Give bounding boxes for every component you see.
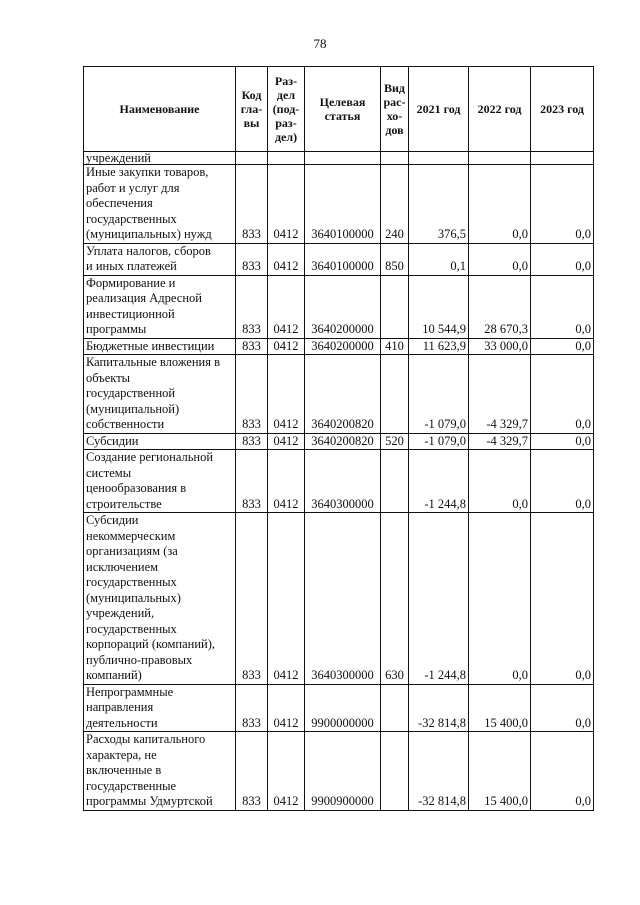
row-chapter [236, 152, 268, 165]
row-2023: 0,0 [531, 513, 594, 685]
row-chapter: 833 [236, 355, 268, 434]
row-2022: -4 329,7 [469, 433, 531, 450]
row-section: 0412 [268, 338, 305, 355]
row-2021: -1 244,8 [409, 450, 469, 513]
row-2021: -1 079,0 [409, 433, 469, 450]
row-2023: 0,0 [531, 355, 594, 434]
row-chapter: 833 [236, 732, 268, 811]
row-2023: 0,0 [531, 732, 594, 811]
row-section: 0412 [268, 684, 305, 732]
header-section: Раз- дел (под- раз- дел) [268, 67, 305, 152]
row-target: 9900000000 [305, 684, 381, 732]
row-name: Субсидии [84, 433, 236, 450]
row-chapter: 833 [236, 433, 268, 450]
row-2022: 15 400,0 [469, 684, 531, 732]
row-chapter: 833 [236, 275, 268, 338]
table-row [84, 338, 594, 355]
row-name: учреждений [84, 152, 236, 165]
row-target: 3640300000 [305, 513, 381, 685]
header-row [84, 67, 594, 152]
row-type [381, 684, 409, 732]
row-section: 0412 [268, 450, 305, 513]
table-row [84, 450, 594, 513]
row-2021: 376,5 [409, 165, 469, 244]
row-target: 3640200000 [305, 275, 381, 338]
row-target: 3640200820 [305, 433, 381, 450]
row-target: 3640100000 [305, 243, 381, 275]
row-chapter: 833 [236, 450, 268, 513]
row-type: 240 [381, 165, 409, 244]
row-chapter: 833 [236, 684, 268, 732]
header-year-2021: 2021 год [409, 67, 469, 152]
row-2022: 15 400,0 [469, 732, 531, 811]
row-2023: 0,0 [531, 684, 594, 732]
row-target: 3640200000 [305, 338, 381, 355]
row-2021: -1 244,8 [409, 513, 469, 685]
table-row [84, 732, 594, 811]
row-type: 850 [381, 243, 409, 275]
table-row [84, 684, 594, 732]
row-section: 0412 [268, 513, 305, 685]
row-section [268, 152, 305, 165]
page-number: 78 [313, 36, 327, 51]
row-2021 [409, 152, 469, 165]
row-name: Иные закупки товаров, работ и услуг для обеспечения государственных (муниципальных) нужд [84, 165, 236, 244]
row-2022: 33 000,0 [469, 338, 531, 355]
header-year-2023: 2023 год [531, 67, 594, 152]
row-section: 0412 [268, 275, 305, 338]
row-chapter: 833 [236, 513, 268, 685]
header-year-2022: 2022 год [469, 67, 531, 152]
row-chapter: 833 [236, 165, 268, 244]
row-type: 630 [381, 513, 409, 685]
row-type [381, 275, 409, 338]
row-name: Капитальные вложения в объекты государственной (муниципальной) собственности [84, 355, 236, 434]
row-2023: 0,0 [531, 338, 594, 355]
row-2022: 0,0 [469, 513, 531, 685]
row-2023 [531, 152, 594, 165]
table-row [84, 152, 594, 165]
row-2022: -4 329,7 [469, 355, 531, 434]
row-2023: 0,0 [531, 433, 594, 450]
row-type: 520 [381, 433, 409, 450]
row-2021: -32 814,8 [409, 732, 469, 811]
budget-table [83, 66, 594, 811]
row-type [381, 355, 409, 434]
row-type: 410 [381, 338, 409, 355]
row-target: 3640100000 [305, 165, 381, 244]
row-type [381, 732, 409, 811]
row-2023: 0,0 [531, 450, 594, 513]
row-name: Создание региональной системы ценообразования в строительстве [84, 450, 236, 513]
row-section: 0412 [268, 165, 305, 244]
table-row [84, 355, 594, 434]
row-target: 9900900000 [305, 732, 381, 811]
row-section: 0412 [268, 732, 305, 811]
table-row [84, 433, 594, 450]
row-2022: 0,0 [469, 165, 531, 244]
row-2021: 0,1 [409, 243, 469, 275]
row-type [381, 450, 409, 513]
row-chapter: 833 [236, 338, 268, 355]
row-name: Субсидии некоммерческим организациям (за исключением государственных (муниципальных) учреждений, государственных корпораций (компаний), публично-правовых компаний) [84, 513, 236, 685]
row-2022: 0,0 [469, 243, 531, 275]
row-2023: 0,0 [531, 165, 594, 244]
table-row [84, 513, 594, 685]
table-row [84, 243, 594, 275]
row-2021: 11 623,9 [409, 338, 469, 355]
table-row [84, 275, 594, 338]
header-chapter-code: Код гла- вы [236, 67, 268, 152]
row-2022 [469, 152, 531, 165]
row-2022: 0,0 [469, 450, 531, 513]
row-name: Бюджетные инвестиции [84, 338, 236, 355]
table-row [84, 165, 594, 244]
header-target-article: Целевая статья [305, 67, 381, 152]
row-target: 3640300000 [305, 450, 381, 513]
row-type [381, 152, 409, 165]
row-2021: 10 544,9 [409, 275, 469, 338]
row-2021: -1 079,0 [409, 355, 469, 434]
row-2023: 0,0 [531, 275, 594, 338]
row-name: Уплата налогов, сборов и иных платежей [84, 243, 236, 275]
row-name: Формирование и реализация Адресной инвестиционной программы [84, 275, 236, 338]
row-section: 0412 [268, 433, 305, 450]
row-name: Расходы капитального характера, не включенные в государственные программы Удмуртской [84, 732, 236, 811]
row-chapter: 833 [236, 243, 268, 275]
header-expense-type: Вид рас- хо- дов [381, 67, 409, 152]
row-name: Непрограммные направления деятельности [84, 684, 236, 732]
row-2022: 28 670,3 [469, 275, 531, 338]
row-section: 0412 [268, 355, 305, 434]
row-2023: 0,0 [531, 243, 594, 275]
row-target [305, 152, 381, 165]
row-section: 0412 [268, 243, 305, 275]
row-target: 3640200820 [305, 355, 381, 434]
header-name: Наименование [84, 67, 236, 152]
row-2021: -32 814,8 [409, 684, 469, 732]
